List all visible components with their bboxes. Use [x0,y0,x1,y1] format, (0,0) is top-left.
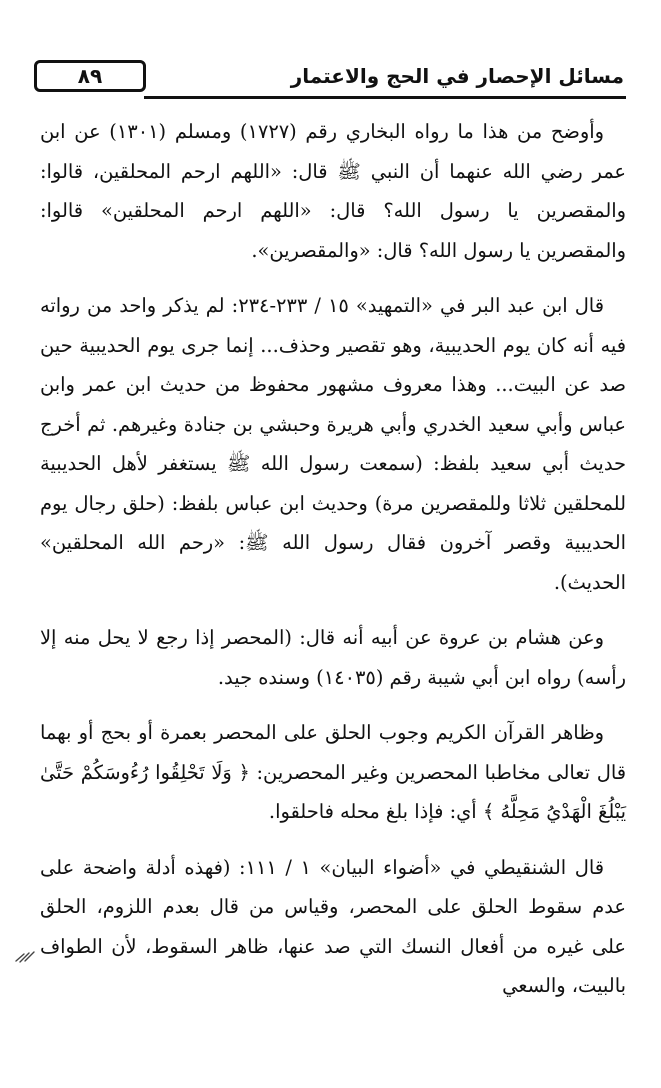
paragraph-5: قال الشنقيطي في «أضواء البيان» ١ / ١١١: (فهذه أدلة واضحة على عدم سقوط الحلق على المحصر، وقياس من قال بعدم اللزوم، الحلق على غيره من أفعال النسك التي صد عنها، ظاهر السقوط، لأن الطواف بالبيت، والسعي [40,855,626,997]
paragraph-4: وظاهر القرآن الكريم وجوب الحلق على المحصر بعمرة أو بحج أو بهما قال تعالى مخاطبا المحصرين وغير المحصرين: ﴿ وَلَا تَحْلِقُوا رُءُوسَكُمْ حَتَّىٰ يَبْلُغَ الْهَدْيُ مَحِلَّهُ ﴾ أي: فإذا بلغ محله فاحلقوا. [40,721,626,823]
page-number: ٨٩ [34,60,146,92]
body-text [40,112,626,1006]
page-header [28,58,626,102]
paragraph-2: قال ابن عبد البر في «التمهيد» ١٥ / ٢٣٣-٢٣٤: لم يذكر واحد من رواته فيه أنه كان يوم الحديبية، وهو تقصير وحذف... إنما جرى يوم الحديبية حين صد عن البيت... وهذا معروف مشهور محفوظ من حديث ابن عمر وابن عباس وأبي سعيد الخدري وأبي هريرة وحبشي بن جنادة وغيرهم. ثم أخرج حديث أبي سعيد بلفظ: (سمعت رسول الله ﷺ يستغفر لأهل الحديبية للمحلقين ثلاثا وللمقصرين مرة) وحديث ابن عباس بلفظ: (حلق رجال يوم الحديبية وقصر آخرون فقال رسول الله ﷺ: «رحم الله المحلقين» الحديث). [40,294,626,594]
running-title: مسائل الإحصار في الحج والاعتمار [290,64,624,88]
paragraph-1: وأوضح من هذا ما رواه البخاري رقم (١٧٢٧) ومسلم (١٣٠١) عن ابن عمر رضي الله عنهما أن النبي ﷺ قال: «اللهم ارحم المحلقين، قالوا: والمقصرين يا رسول الله؟ قال: «اللهم ارحم المحلقين» قالوا: والمقصرين يا رسول الله؟ قال: «والمقصرين». [40,120,626,262]
header-rule [144,96,626,99]
margin-note-mark-icon [14,946,36,966]
paragraph-3: وعن هشام بن عروة عن أبيه أنه قال: (المحصر إذا رجع لا يحل منه إلا رأسه) رواه ابن أبي شيبة رقم (١٤٠٣٥) وسنده جيد. [40,626,626,689]
